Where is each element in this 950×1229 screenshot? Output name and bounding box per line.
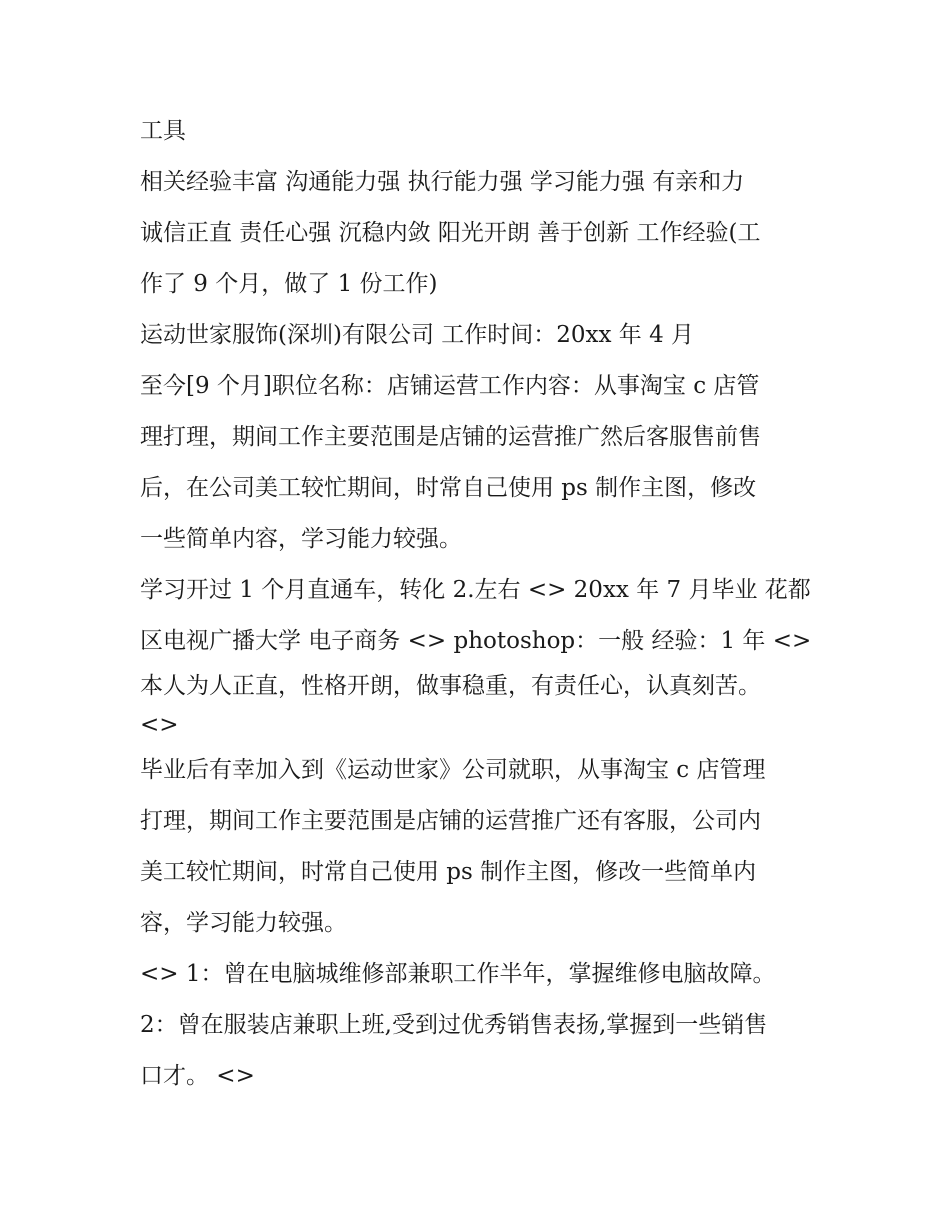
text-line-parttime-2: 2：曾在服装店兼职上班,受到过优秀销售表扬,掌握到一些销售 <box>140 1012 768 1038</box>
document-body <box>140 106 820 1102</box>
text-line-tools: 工具 <box>140 118 186 144</box>
text-line-experience-1: 毕业后有幸加入到《运动世家》公司就职，从事淘宝 c 店管理 <box>140 757 766 783</box>
text-line-duties-1: 理打理，期间工作主要范围是店铺的运营推广然后客服售前售 <box>140 424 761 450</box>
text-line-experience-4: 容，学习能力较强。 <box>140 910 347 936</box>
text-line-separator: <> <box>140 712 179 738</box>
text-line-skills-1: 相关经验丰富 沟通能力强 执行能力强 学习能力强 有亲和力 <box>140 169 745 195</box>
text-line-education-1: 学习开过 1 个月直通车，转化 2.左右 <> 20xx 年 7 月毕业 花都 <box>140 577 811 603</box>
text-line-education-2: 区电视广播大学 电子商务 <> photoshop：一般 经验：1 年 <> <box>140 628 812 654</box>
text-line-parttime-3: 口才。 <> <box>140 1063 255 1089</box>
text-line-company: 运动世家服饰(深圳)有限公司 工作时间：20xx 年 4 月 <box>140 322 695 348</box>
text-line-duties-2: 后，在公司美工较忙期间，时常自己使用 ps 制作主图，修改 <box>140 475 757 501</box>
text-line-duties-3: 一些简单内容，学习能力较强。 <box>140 526 462 552</box>
text-line-work-summary: 作了 9 个月，做了 1 份工作) <box>140 271 438 297</box>
text-line-self-evaluation: 本人为人正直，性格开朗，做事稳重，有责任心，认真刻苦。 <box>140 673 761 699</box>
text-line-position: 至今[9 个月]职位名称：店铺运营工作内容：从事淘宝 c 店管 <box>140 373 760 399</box>
text-line-experience-3: 美工较忙期间，时常自己使用 ps 制作主图，修改一些简单内 <box>140 859 757 885</box>
text-line-experience-2: 打理，期间工作主要范围是店铺的运营推广还有客服，公司内 <box>140 808 761 834</box>
text-line-skills-2: 诚信正直 责任心强 沉稳内敛 阳光开朗 善于创新 工作经验(工 <box>140 220 761 246</box>
text-line-parttime-1: <> 1：曾在电脑城维修部兼职工作半年，掌握维修电脑故障。 <box>140 961 776 987</box>
